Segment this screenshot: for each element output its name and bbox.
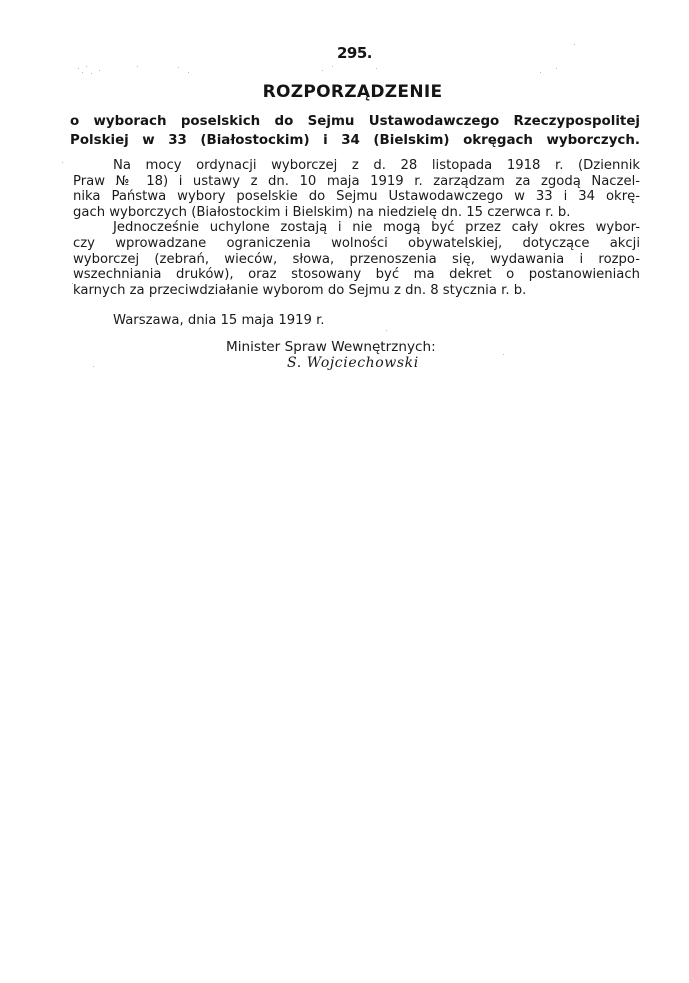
scan-speck	[332, 66, 333, 67]
scan-speck	[503, 354, 504, 355]
scan-speck	[62, 162, 63, 163]
scan-speck	[137, 66, 138, 67]
scan-speck	[540, 72, 541, 73]
body-line: czy wprowadzane ograniczenia wolności obywatelskiej, dotyczące akcji	[73, 235, 640, 251]
document-subtitle	[70, 112, 640, 150]
signer-name: S. Wojciechowski	[287, 355, 419, 371]
page-number: 295.	[336, 44, 372, 62]
place-date: Warszawa, dnia 15 maja 1919 r.	[113, 313, 325, 328]
body-line: wyborczej (zebrań, wieców, słowa, przenoszenia się, wydawania i rozpo-	[73, 251, 640, 267]
scan-speck	[188, 72, 189, 73]
subtitle-line: Polskiej w 33 (Białostockim) i 34 (Bielskim) okręgach wyborczych.	[70, 133, 640, 148]
scan-speck	[556, 68, 557, 69]
body-line: Praw № 18) i ustawy z dn. 10 maja 1919 r. zarządzam za zgodą Naczel-	[73, 173, 640, 189]
scan-speck	[178, 67, 179, 68]
scan-speck	[91, 73, 92, 74]
body-line: karnych za przeciwdziałanie wyborom do Sejmu z dn. 8 stycznia r. b.	[73, 282, 527, 298]
scan-speck	[99, 70, 100, 71]
scan-speck	[86, 66, 87, 67]
scan-speck	[322, 70, 323, 71]
scan-speck	[78, 68, 79, 69]
signer-title: Minister Spraw Wewnętrznych:	[226, 339, 436, 355]
subtitle-line: o wyborach poselskich do Sejmu Ustawodawczego Rzeczypospolitej	[70, 114, 640, 129]
scan-speck	[72, 283, 73, 284]
body-line: gach wyborczych (Białostockim i Bielskim) na niedzielę dn. 15 czerwca r. b.	[73, 204, 571, 220]
scan-speck	[376, 68, 377, 69]
scan-speck	[574, 44, 575, 45]
body-line: Jednocześnie uchylone zostają i nie mogą być przez cały okres wybor-	[113, 220, 640, 236]
scan-speck	[386, 330, 387, 331]
document-title: ROZPORZĄDZENIE	[262, 82, 443, 102]
body-line: wszechniania druków), oraz stosowany być ma dekret o postanowieniach	[73, 267, 640, 283]
body-line: nika Państwa wybory poselskie do Sejmu Ustawodawczego w 33 i 34 okrę-	[73, 189, 640, 205]
scan-speck	[93, 366, 94, 367]
body-line: Na mocy ordynacji wyborczej z d. 28 listopada 1918 r. (Dziennik	[113, 158, 640, 173]
document-body	[73, 158, 640, 298]
scan-speck	[82, 72, 83, 73]
